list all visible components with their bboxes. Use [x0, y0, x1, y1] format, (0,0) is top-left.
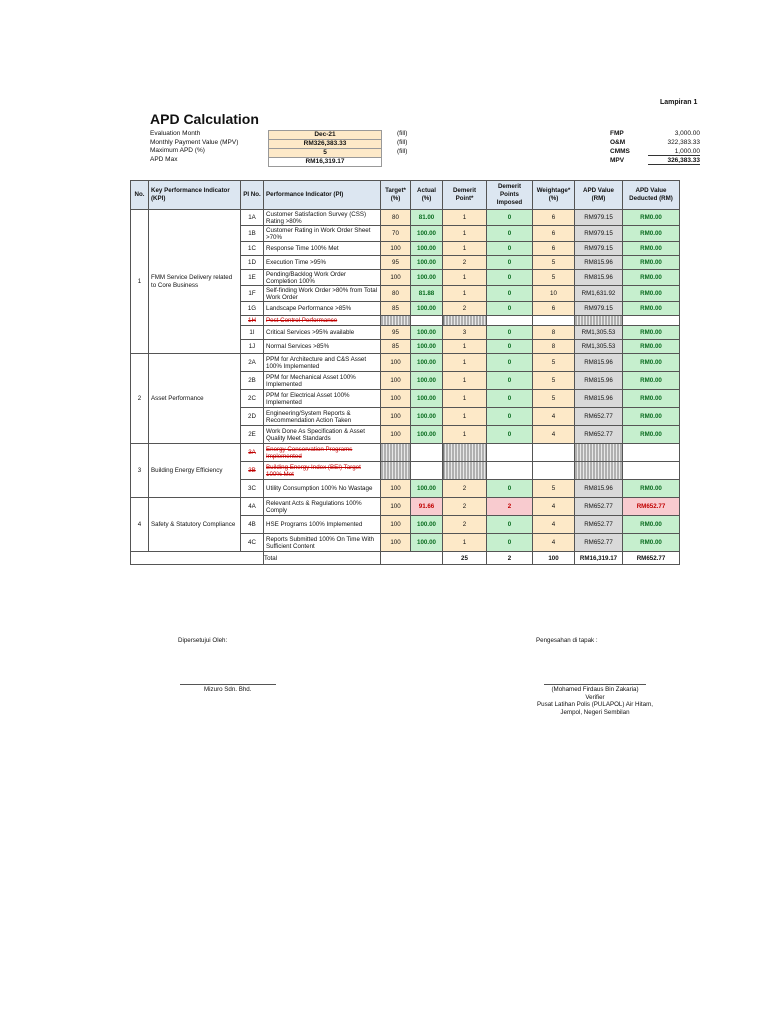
demerit-cell: 1 — [443, 242, 487, 256]
demerit-cell: 1 — [443, 270, 487, 286]
evaluation-month-field[interactable]: Dec-21 — [268, 130, 382, 140]
actual-cell: 100.00 — [411, 302, 443, 316]
pi-name: Customer Rating in Work Order Sheet >70% — [264, 226, 381, 242]
pi-name: Utility Consumption 100% No Wastage — [264, 480, 381, 498]
pi-number: 1C — [241, 242, 264, 256]
weightage-cell: 4 — [533, 426, 575, 444]
weightage-cell: 10 — [533, 286, 575, 302]
fmp-label: FMP — [610, 130, 624, 137]
weightage-cell: 5 — [533, 256, 575, 270]
target-cell: 70 — [381, 226, 411, 242]
actual-cell: 91.66 — [411, 498, 443, 516]
target-cell: 95 — [381, 326, 411, 340]
apd-value-cell: RM652.77 — [575, 426, 623, 444]
weightage-cell: 5 — [533, 372, 575, 390]
hatched-weight-cell — [533, 316, 575, 326]
table-row — [131, 444, 680, 462]
pi-number: 4B — [241, 516, 264, 534]
pi-name: Landscape Performance >85% — [264, 302, 381, 316]
apd-value-cell: RM815.96 — [575, 390, 623, 408]
target-cell: 100 — [381, 390, 411, 408]
imposed-cell: 0 — [487, 354, 533, 372]
weightage-cell: 6 — [533, 226, 575, 242]
apd-deducted-cell: RM0.00 — [623, 242, 680, 256]
actual-cell: 100.00 — [411, 480, 443, 498]
pi-name: Work Done As Specification & Asset Quality Meet Standards — [264, 426, 381, 444]
kpi-number: 4 — [131, 498, 149, 552]
fill-note: (fill) — [397, 148, 408, 155]
mpv-label: MPV — [610, 157, 625, 164]
pi-number: 4C — [241, 534, 264, 552]
om-value: 322,383.33 — [667, 139, 700, 146]
actual-cell: 100.00 — [411, 534, 443, 552]
apd-deducted-cell: RM0.00 — [623, 534, 680, 552]
hatched-target-cell — [381, 462, 411, 480]
actual-cell: 100.00 — [411, 326, 443, 340]
table-row — [131, 210, 680, 226]
kpi-number: 2 — [131, 354, 149, 444]
apd-deducted-cell: RM0.00 — [623, 302, 680, 316]
pi-name: Customer Satisfaction Survey (CSS) Rating >80% — [264, 210, 381, 226]
demerit-cell: 1 — [443, 226, 487, 242]
approved-by-label: Dipersetujui Oleh: — [178, 637, 228, 644]
col-no: No. — [131, 181, 149, 210]
actual-cell: 100.00 — [411, 372, 443, 390]
hatched-apd-cell — [575, 316, 623, 326]
col-pino: PI No. — [241, 181, 264, 210]
hatched-imposed-cell — [487, 462, 533, 480]
hatched-demerit-cell — [443, 316, 487, 326]
actual-cell: 100.00 — [411, 516, 443, 534]
demerit-cell: 1 — [443, 390, 487, 408]
cmms-value: 1,000.00 — [648, 148, 700, 156]
max-apd-field[interactable]: 5 — [268, 148, 382, 158]
weightage-cell: 8 — [533, 340, 575, 354]
pi-name: HSE Programs 100% Implemented — [264, 516, 381, 534]
info-label: APD Max — [150, 155, 178, 163]
pi-number: 2D — [241, 408, 264, 426]
hatched-demerit-cell — [443, 444, 487, 462]
pi-name: Pending/Backlog Work Order Completion 100% — [264, 270, 381, 286]
hatched-apd-cell — [575, 444, 623, 462]
apd-value-cell: RM979.15 — [575, 302, 623, 316]
total-deducted: RM652.77 — [623, 552, 680, 565]
pi-name: Response Time 100% Met — [264, 242, 381, 256]
pi-name: Building Energy Index (BEI) Target 100% Met — [264, 462, 381, 480]
pi-number: 2C — [241, 390, 264, 408]
demerit-cell: 2 — [443, 256, 487, 270]
col-actual: Actual (%) — [411, 181, 443, 210]
pi-name: PPM for Electrical Asset 100% Implemented — [264, 390, 381, 408]
weightage-cell: 4 — [533, 516, 575, 534]
col-imposed: Demerit Points Imposed — [487, 181, 533, 210]
col-pi: Performance Indicator (PI) — [264, 181, 381, 210]
apd-value-cell: RM979.15 — [575, 226, 623, 242]
total-blank — [381, 552, 443, 565]
total-demerit: 25 — [443, 552, 487, 565]
total-label: Total — [264, 552, 381, 565]
demerit-cell: 2 — [443, 498, 487, 516]
col-kpi: Key Performance Indicator (KPI) — [149, 181, 241, 210]
weightage-cell: 6 — [533, 242, 575, 256]
actual-cell: 100.00 — [411, 354, 443, 372]
apd-value-cell: RM815.96 — [575, 480, 623, 498]
pi-name: Pest Control Performance — [264, 316, 381, 326]
pi-number: 1I — [241, 326, 264, 340]
apd-deducted-cell: RM0.00 — [623, 408, 680, 426]
apd-value-cell: RM979.15 — [575, 210, 623, 226]
apd-deducted-cell: RM0.00 — [623, 340, 680, 354]
apd-deducted-cell: RM0.00 — [623, 256, 680, 270]
apd-value-cell: RM652.77 — [575, 534, 623, 552]
mpv-value: 326,383.33 — [648, 157, 700, 165]
kpi-number: 1 — [131, 210, 149, 354]
pi-number: 2B — [241, 372, 264, 390]
weightage-cell: 4 — [533, 408, 575, 426]
company-name: Mizuro Sdn. Bhd. — [204, 686, 252, 693]
apd-deducted-cell: RM0.00 — [623, 210, 680, 226]
target-cell: 100 — [381, 426, 411, 444]
hatched-actual-cell — [411, 444, 443, 462]
apd-value-cell: RM652.77 — [575, 408, 623, 426]
kpi-name: Asset Performance — [149, 354, 241, 444]
pi-name: Relevant Acts & Regulations 100% Comply — [264, 498, 381, 516]
pi-number: 2E — [241, 426, 264, 444]
actual-cell: 100.00 — [411, 256, 443, 270]
weightage-cell: 6 — [533, 210, 575, 226]
target-cell: 85 — [381, 340, 411, 354]
info-label: Maximum APD (%) — [150, 147, 205, 154]
apd-value-cell: RM1,305.53 — [575, 340, 623, 354]
hatched-deducted-cell — [623, 444, 680, 462]
imposed-cell: 0 — [487, 408, 533, 426]
fill-note: (fill) — [397, 130, 408, 137]
kpi-name: FMM Service Delivery related to Core Business — [149, 210, 241, 354]
apd-deducted-cell: RM0.00 — [623, 480, 680, 498]
verifier-block — [520, 686, 670, 716]
pi-number: 3A — [241, 444, 264, 462]
kpi-name: Safety & Statutory Compliance — [149, 498, 241, 552]
imposed-cell: 0 — [487, 286, 533, 302]
hatched-deducted-cell — [623, 316, 680, 326]
imposed-cell: 0 — [487, 256, 533, 270]
demerit-cell: 1 — [443, 354, 487, 372]
apd-value-cell: RM815.96 — [575, 354, 623, 372]
actual-cell: 100.00 — [411, 270, 443, 286]
target-cell: 100 — [381, 480, 411, 498]
demerit-cell: 1 — [443, 408, 487, 426]
apd-deducted-cell: RM652.77 — [623, 498, 680, 516]
hatched-actual-cell — [411, 462, 443, 480]
total-spacer — [131, 552, 264, 565]
pi-name: PPM for Architecture and C&S Asset 100% Implemented — [264, 354, 381, 372]
hatched-weight-cell — [533, 462, 575, 480]
apd-deducted-cell: RM0.00 — [623, 354, 680, 372]
col-apd: APD Value (RM) — [575, 181, 623, 210]
weightage-cell: 6 — [533, 302, 575, 316]
mpv-field[interactable]: RM326,383.33 — [268, 139, 382, 149]
col-weight: Weightage* (%) — [533, 181, 575, 210]
demerit-cell: 1 — [443, 210, 487, 226]
target-cell: 85 — [381, 302, 411, 316]
pi-number: 1J — [241, 340, 264, 354]
imposed-cell: 0 — [487, 372, 533, 390]
hatched-actual-cell — [411, 316, 443, 326]
pi-number: 1G — [241, 302, 264, 316]
demerit-cell: 2 — [443, 302, 487, 316]
imposed-cell: 0 — [487, 516, 533, 534]
pi-number: 3C — [241, 480, 264, 498]
actual-cell: 100.00 — [411, 226, 443, 242]
page-title: APD Calculation — [150, 111, 259, 127]
table-row — [131, 498, 680, 516]
imposed-cell: 0 — [487, 226, 533, 242]
verifier-address-2: Jempol, Negeri Sembilan — [560, 708, 630, 716]
actual-cell: 100.00 — [411, 242, 443, 256]
lampiran-label: Lampiran 1 — [660, 99, 698, 106]
demerit-cell: 1 — [443, 426, 487, 444]
demerit-cell: 1 — [443, 340, 487, 354]
apd-deducted-cell: RM0.00 — [623, 426, 680, 444]
imposed-cell: 0 — [487, 480, 533, 498]
fill-note: (fill) — [397, 139, 408, 146]
target-cell: 100 — [381, 242, 411, 256]
total-weightage: 100 — [533, 552, 575, 565]
fmp-value: 3,000.00 — [674, 130, 700, 137]
demerit-cell: 3 — [443, 326, 487, 340]
hatched-deducted-cell — [623, 462, 680, 480]
apd-value-cell: RM1,631.92 — [575, 286, 623, 302]
target-cell: 80 — [381, 210, 411, 226]
apd-deducted-cell: RM0.00 — [623, 390, 680, 408]
apd-deducted-cell: RM0.00 — [623, 226, 680, 242]
target-cell: 80 — [381, 286, 411, 302]
pi-name: Energy Conservation Programs Implemented — [264, 444, 381, 462]
pi-number: 1E — [241, 270, 264, 286]
cmms-label: CMMS — [610, 148, 630, 155]
weightage-cell: 4 — [533, 534, 575, 552]
pi-name: PPM for Mechanical Asset 100% Implemented — [264, 372, 381, 390]
pi-number: 1D — [241, 256, 264, 270]
hatched-imposed-cell — [487, 444, 533, 462]
site-verification-label: Pengesahan di tapak : — [536, 637, 598, 644]
actual-cell: 100.00 — [411, 408, 443, 426]
hatched-target-cell — [381, 444, 411, 462]
target-cell: 100 — [381, 408, 411, 426]
weightage-cell: 5 — [533, 390, 575, 408]
om-label: O&M — [610, 139, 626, 146]
apd-deducted-cell: RM0.00 — [623, 326, 680, 340]
info-label: Evaluation Month — [150, 130, 201, 137]
hatched-imposed-cell — [487, 316, 533, 326]
imposed-cell: 0 — [487, 302, 533, 316]
pi-number: 2A — [241, 354, 264, 372]
actual-cell: 100.00 — [411, 340, 443, 354]
pi-number: 1F — [241, 286, 264, 302]
total-imposed: 2 — [487, 552, 533, 565]
target-cell: 100 — [381, 516, 411, 534]
imposed-cell: 0 — [487, 426, 533, 444]
table-row — [131, 354, 680, 372]
pi-name: Critical Services >95% available — [264, 326, 381, 340]
imposed-cell: 2 — [487, 498, 533, 516]
pi-number: 1H — [241, 316, 264, 326]
apd-value-cell: RM815.96 — [575, 270, 623, 286]
target-cell: 100 — [381, 534, 411, 552]
hatched-demerit-cell — [443, 462, 487, 480]
demerit-cell: 1 — [443, 534, 487, 552]
apd-max-value: RM16,319.17 — [268, 157, 382, 167]
pi-name: Self-finding Work Order >80% from Total Work Order — [264, 286, 381, 302]
apd-value-cell: RM815.96 — [575, 372, 623, 390]
table-header-row — [131, 181, 680, 210]
target-cell: 100 — [381, 270, 411, 286]
hatched-weight-cell — [533, 444, 575, 462]
pi-name: Normal Services >85% — [264, 340, 381, 354]
hatched-apd-cell — [575, 462, 623, 480]
apd-value-cell: RM1,305.53 — [575, 326, 623, 340]
col-demerit: Demerit Point* — [443, 181, 487, 210]
imposed-cell: 0 — [487, 390, 533, 408]
verifier-role: Verifier — [585, 693, 605, 701]
pi-number: 3B — [241, 462, 264, 480]
total-row — [131, 552, 680, 565]
imposed-cell: 0 — [487, 326, 533, 340]
actual-cell: 81.00 — [411, 210, 443, 226]
apd-deducted-cell: RM0.00 — [623, 270, 680, 286]
verifier-address-1: Pusat Latihan Polis (PULAPOL) Air Hitam, — [537, 701, 653, 708]
total-apd: RM16,319.17 — [575, 552, 623, 565]
target-cell: 100 — [381, 372, 411, 390]
apd-deducted-cell: RM0.00 — [623, 286, 680, 302]
hatched-target-cell — [381, 316, 411, 326]
demerit-cell: 2 — [443, 480, 487, 498]
pi-name: Reports Submitted 100% On Time With Sufficient Content — [264, 534, 381, 552]
kpi-name: Building Energy Efficiency — [149, 444, 241, 498]
kpi-number: 3 — [131, 444, 149, 498]
col-target: Target* (%) — [381, 181, 411, 210]
pi-name: Engineering/System Reports & Recommendation Action Taken — [264, 408, 381, 426]
demerit-cell: 1 — [443, 286, 487, 302]
imposed-cell: 0 — [487, 242, 533, 256]
weightage-cell: 5 — [533, 480, 575, 498]
demerit-cell: 2 — [443, 516, 487, 534]
info-label: Monthly Payment Value (MPV) — [150, 138, 239, 146]
actual-cell: 81.88 — [411, 286, 443, 302]
weightage-cell: 5 — [533, 270, 575, 286]
imposed-cell: 0 — [487, 210, 533, 226]
target-cell: 100 — [381, 354, 411, 372]
col-deducted: APD Value Deducted (RM) — [623, 181, 680, 210]
pi-number: 1A — [241, 210, 264, 226]
pi-number: 4A — [241, 498, 264, 516]
apd-table — [130, 180, 680, 565]
verifier-name: (Mohamed Firdaus Bin Zakaria) — [551, 686, 639, 693]
imposed-cell: 0 — [487, 340, 533, 354]
actual-cell: 100.00 — [411, 426, 443, 444]
apd-value-cell: RM652.77 — [575, 498, 623, 516]
demerit-cell: 1 — [443, 372, 487, 390]
imposed-cell: 0 — [487, 270, 533, 286]
pi-number: 1B — [241, 226, 264, 242]
apd-value-cell: RM652.77 — [575, 516, 623, 534]
target-cell: 100 — [381, 498, 411, 516]
pi-name: Execution Time >95% — [264, 256, 381, 270]
evaluation-info — [150, 130, 238, 164]
weightage-cell: 8 — [533, 326, 575, 340]
weightage-cell: 4 — [533, 498, 575, 516]
weightage-cell: 5 — [533, 354, 575, 372]
apd-value-cell: RM815.96 — [575, 256, 623, 270]
imposed-cell: 0 — [487, 534, 533, 552]
apd-value-cell: RM979.15 — [575, 242, 623, 256]
actual-cell: 100.00 — [411, 390, 443, 408]
target-cell: 95 — [381, 256, 411, 270]
apd-deducted-cell: RM0.00 — [623, 372, 680, 390]
apd-deducted-cell: RM0.00 — [623, 516, 680, 534]
